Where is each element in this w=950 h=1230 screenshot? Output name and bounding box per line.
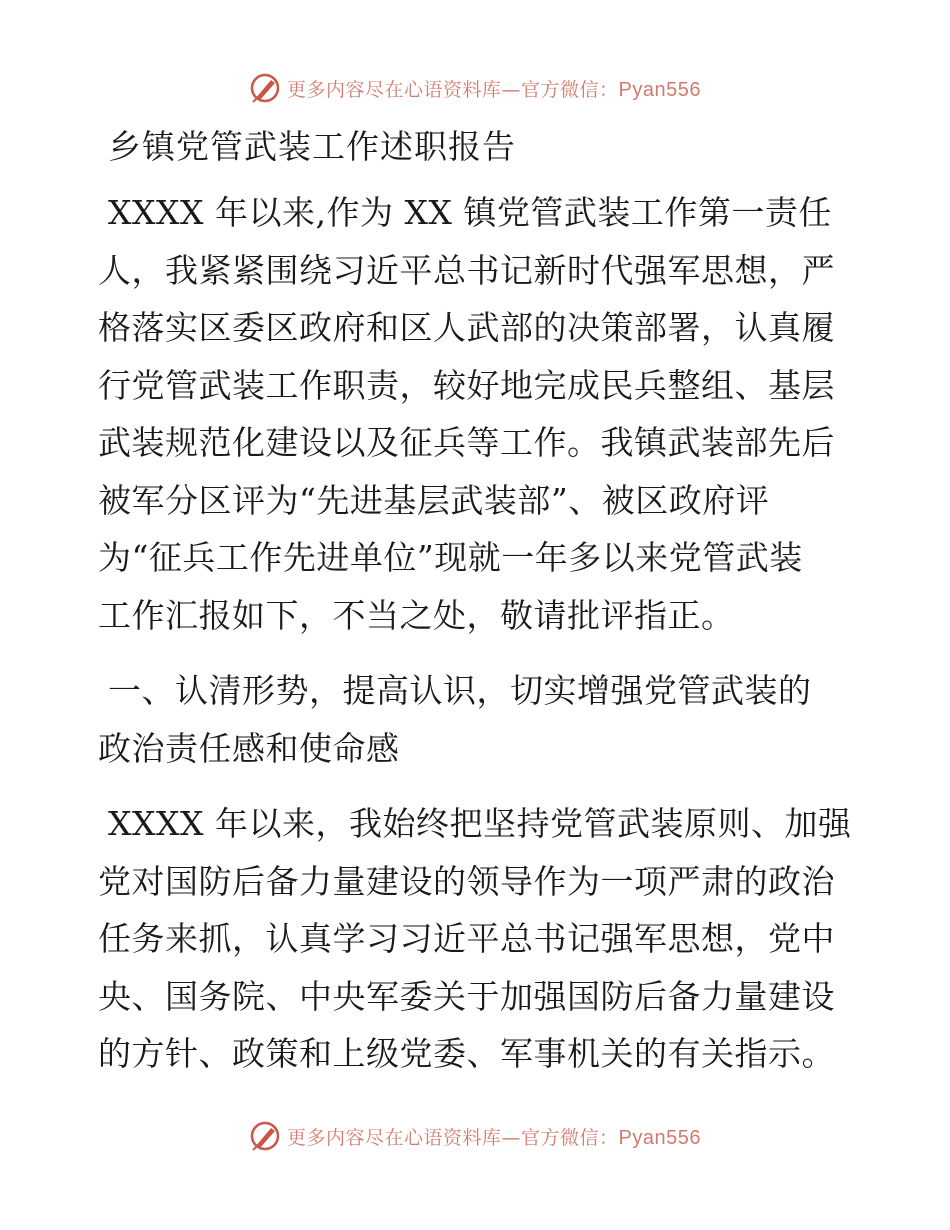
paragraph-line: 格落实区委区政府和区人武部的决策部署，认真履 xyxy=(98,308,835,347)
section-heading xyxy=(98,662,858,777)
watermark-footer xyxy=(0,1120,950,1160)
brush-pen-logo-icon xyxy=(249,1120,281,1152)
heading-line: 政治责任感和使命感 xyxy=(98,728,400,768)
section-paragraph xyxy=(98,795,858,1083)
paragraph-line: 武装规范化建设以及征兵等工作。我镇武装部先后 xyxy=(98,423,835,462)
document-body xyxy=(98,122,858,1083)
page-title: 乡镇党管武装工作述职报告 xyxy=(108,127,516,166)
heading-line: 一、认清形势，提高认识，切实增强党管武装的 xyxy=(108,671,812,710)
paragraph-line: 央、国务院、中央军委关于加强国防后备力量建设 xyxy=(98,976,835,1016)
paragraph-line: 人，我紧紧围绕习近平总书记新时代强军思想，严 xyxy=(98,250,835,290)
paragraph-line: 被军分区评为“先进基层武装部”、被区政府评 xyxy=(98,480,770,520)
paragraph-line: 为“征兵工作先进单位”现就一年多以来党管武装 xyxy=(98,538,803,577)
watermark-text: 更多内容尽在心语资料库—官方微信：Pyan556 xyxy=(287,78,701,101)
brush-pen-logo-icon xyxy=(249,72,281,104)
paragraph-line: 任务来抓，认真学习习近平总书记强军思想，党中 xyxy=(98,919,835,958)
paragraph-line: 工作汇报如下，不当之处，敬请批评指正。 xyxy=(98,595,735,635)
paragraph-line: 行党管武装工作职责，较好地完成民兵整组、基层 xyxy=(98,365,835,405)
paragraph-line: XXXX 年以来,作为 XX 镇党管武装工作第一责任 xyxy=(108,193,832,232)
intro-paragraph xyxy=(98,184,858,644)
paragraph-line: 的方针、政策和上级党委、军事机关的有关指示。 xyxy=(98,1034,835,1073)
watermark-text: 更多内容尽在心语资料库—官方微信：Pyan556 xyxy=(287,1126,701,1149)
paragraph-line: 党对国防后备力量建设的领导作为一项严肃的政治 xyxy=(98,861,835,901)
paragraph-line: XXXX 年以来，我始终把坚持党管武装原则、加强 xyxy=(108,804,852,843)
watermark-header xyxy=(0,72,950,112)
